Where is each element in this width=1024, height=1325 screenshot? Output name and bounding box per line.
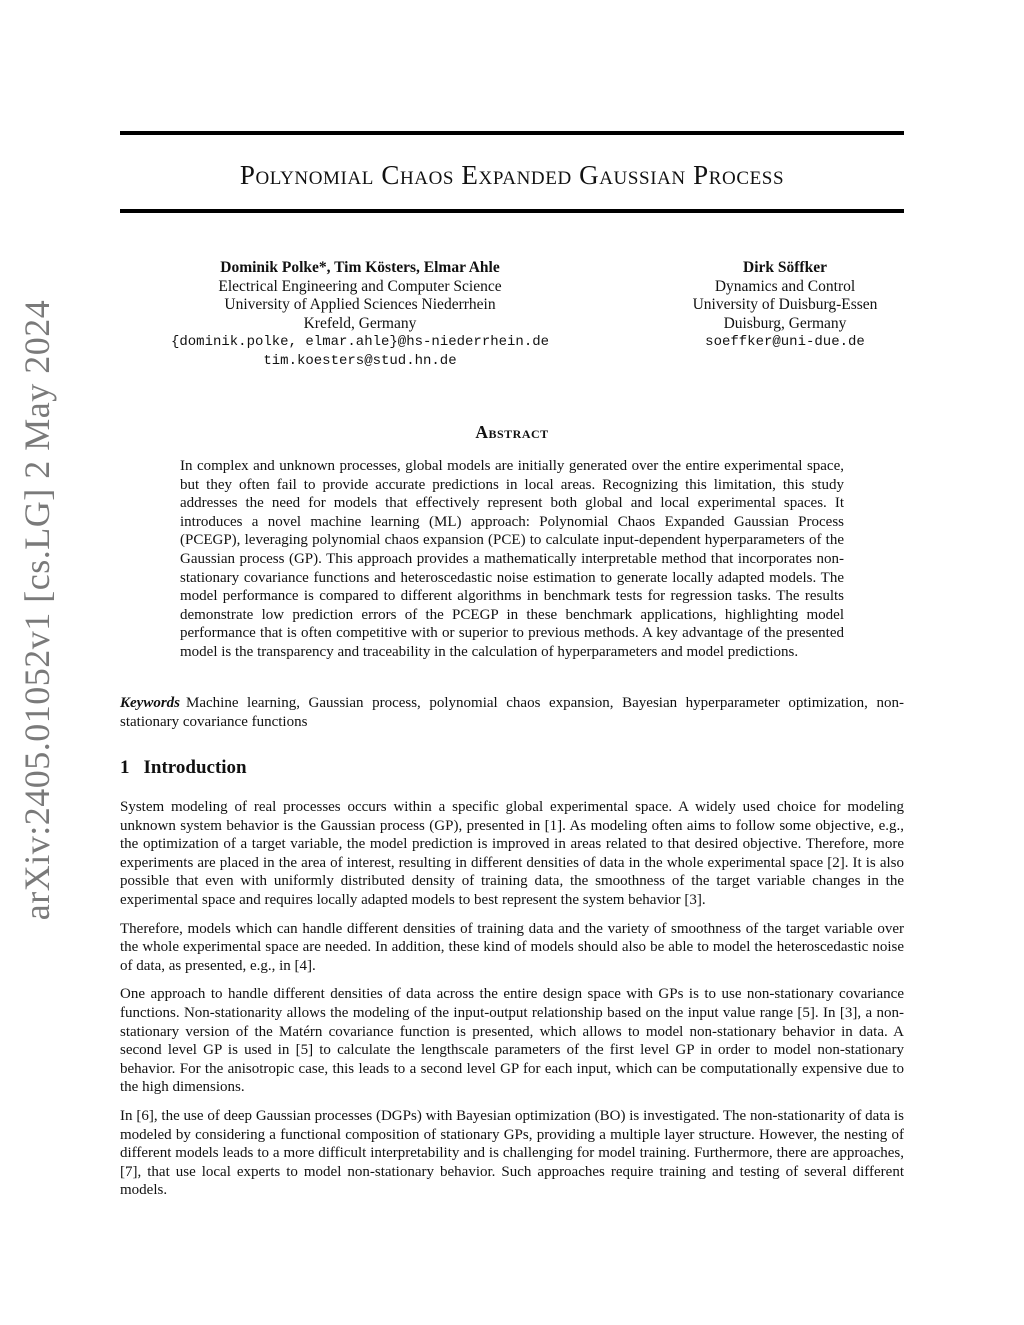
section-title: Introduction: [143, 757, 247, 778]
author-email-left-1: {dominik.polke, elmar.ahle}@hs-niederrhein.de: [170, 334, 550, 350]
abstract-heading: Abstract: [475, 422, 549, 442]
keywords-text: Machine learning, Gaussian process, polynomial chaos expansion, Bayesian hyperparameter optimization, non-stationary covariance functions: [120, 695, 904, 730]
paragraph: In [6], the use of deep Gaussian processes (DGPs) with Bayesian optimization (BO) is investigated. The non-stationarity of data is modeled by considering a functional composition of stationary GPs, providing a multiple layer structure. However, the nesting of different models leads to a more difficult interpretability and is challenging for model training. Furthermore, there are approaches, [7], that use local experts to model non-stationary behavior. Such approaches require training and testing of several different models.: [120, 1107, 904, 1199]
arxiv-identifier-stamp: [4, 299, 70, 921]
author-names-right: Dirk Söffker: [743, 259, 827, 276]
paragraph: One approach to handle different densities of data across the entire design space with GPs is to use non-stationary covariance functions. Non-stationarity allows the modeling of the input-output relationship based on the input value range [5]. In [3], a non-stationary version of the Matérn covariance function is presented, which allows to model non-stationary behavior in data. A second level GP is used in [5] to calculate the lengthscale parameters of the first level GP in order to model non-stationary behavior. For the anisotropic case, this leads to a second level GP for each input, which can be computationally expensive due to the high dimensions.: [120, 986, 904, 1096]
abstract-text: In complex and unknown processes, global models are initially generated over the entire experimental space, but they often fail to provide accurate predictions in local areas. Recognizing this limitation, this study addresses the need for models that effectively represent both global and local experimental spaces. It introduces a novel machine learning (ML) approach: Polynomial Chaos Expanded Gaussian Process (PCEGP), leveraging polynomial chaos expansion (PCE) to calculate input-dependent hyperparameters of the Gaussian process (GP). This approach provides a mathematically interpretable method that incorporates non-stationary covariance functions and heteroscedastic noise estimation to generate locally adapted models. The model performance is compared to different algorithms in benchmark tests for regression tasks. The results demonstrate low prediction errors of the PCEGP in these benchmark applications, highlighting model performance that is often competitive with or superior to previous methods. A key advantage of the presented model is the transparency and traceability in the calculation of hyperparameters and model predictions.: [180, 458, 844, 660]
section-heading-introduction: [120, 757, 247, 779]
section-number: 1: [120, 757, 130, 778]
paper-title: Polynomial Chaos Expanded Gaussian Process: [239, 160, 785, 190]
author-institution-left: University of Applied Sciences Niederrhein: [224, 296, 496, 313]
introduction-body: [120, 798, 904, 1210]
title-top-rule: [120, 131, 904, 135]
paragraph: Therefore, models which can handle different densities of training data and the variety of smoothness of the target variable over the whole experimental space are needed. In addition, these kind of models should also be able to model the heteroscedastic noise of data, as presented, e.g., in [4].: [120, 920, 904, 974]
author-block-left: [130, 259, 590, 370]
author-email-left-2: tim.koesters@stud.hn.de: [263, 352, 457, 369]
author-department-left: Electrical Engineering and Computer Science: [218, 277, 502, 295]
author-block-right: [665, 259, 905, 352]
paragraph: System modeling of real processes occurs within a specific global experimental space. A widely used choice for modeling unknown system behavior is the Gaussian process (GP), presented in [1]. As modeling often aims to follow some objective, e.g., the optimization of a target variable, the model prediction is improved in areas related to that desired objective. Therefore, more experiments are placed in the area of interest, resulting in different densities of data in the whole experimental space [2]. It is also possible that even with uniformly distributed density of training data, the smoothness of the target variable changes in the experimental space and requires locally adapted models to best represent the system behavior [3].: [120, 799, 904, 908]
author-institution-right: University of Duisburg-Essen: [692, 296, 878, 313]
keywords-section: [120, 694, 904, 731]
author-location-right: Duisburg, Germany: [723, 314, 847, 332]
keywords-label: Keywords: [120, 695, 180, 711]
author-names-left: Dominik Polke*, Tim Kösters, Elmar Ahle: [220, 259, 500, 276]
author-location-left: Krefeld, Germany: [303, 314, 417, 332]
author-email-right: soeffker@uni-due.de: [705, 334, 865, 350]
arxiv-identifier-text: arXiv:2405.01052v1 [cs.LG] 2 May 2024: [17, 299, 58, 921]
title-bottom-rule: [120, 209, 904, 213]
author-department-right: Dynamics and Control: [714, 277, 856, 295]
